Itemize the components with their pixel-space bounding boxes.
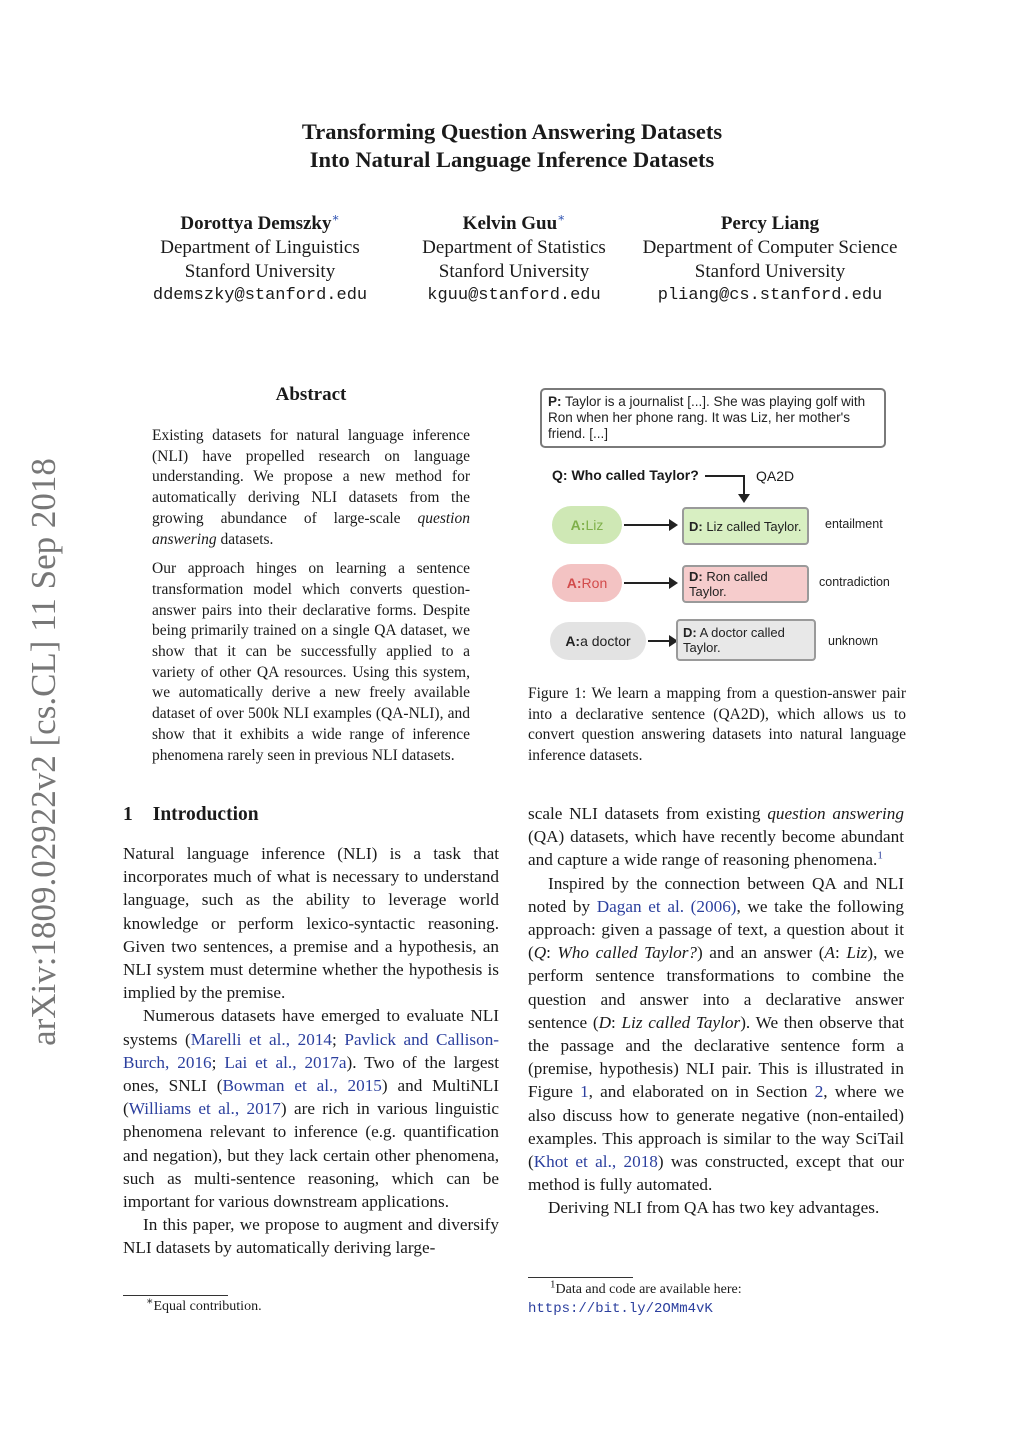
intro-paragraph-2: Numerous datasets have emerged to evaluate NLI systems (Marelli et al., 2014; Pavlick and Callison-Burch, 2016; Lai et al., 2017a). Two of the largest ones, SNLI (Bowman et al., 2015) and MultiNLI (Williams et al., 2017) are rich in various linguistic phenomena relevant to inference (e.g. quantification and negation), but they lack certain other phenomena, such as multi-sentence reasoning, which can be important for various downstream applications. [123,1006,500,1212]
author-block-3 [620,212,920,308]
left-column [123,842,499,1260]
right-paragraph-2: Inspired by the connection between QA and NLI noted by Dagan et al. (2006), we take the following approach: given a passage of text, a question about it (Q: Who called Taylor?) and an answer (A: Liz), we perform sentence transformations to combine the question and answer into a declarative answer sentence (D: Liz called Taylor). We then observe that the passage and the declarative sentence form a (premise, hypothesis) NLI pair. This is illustrated in Figure 1, and elaborated on in Section 2, where we also discuss how to generate negative (non-entailed) examples. This approach is similar to the way SciTail (Khot et al., 2018) was constructed, except that our method is fully automated. [528,873,905,1195]
author-email[interactable]: pliang@cs.stanford.edu [657,286,883,305]
citation-link[interactable]: Marelli et al., 2014 [190,1029,332,1049]
paper-title [0,118,1024,174]
footnote-rule [528,1277,633,1278]
equal-contribution-mark: ∗ [331,210,340,225]
intro-paragraph-3: In this paper, we propose to augment and diversify NLI datasets by automatically deriving large- [123,1215,499,1258]
title-line-2: Into Natural Language Inference Datasets [309,147,715,172]
answer-pill-liz: A: Liz [552,506,622,544]
author-block-2 [364,212,664,308]
qa2d-label: QA2D [756,468,795,484]
figure-caption: Figure 1: We learn a mapping from a question-answer pair into a declarative sentence (QA2D), which allows us to convert question answering datasets into natural language inference datasets. [528,685,906,765]
citation-link[interactable]: Williams et al., 2017 [128,1099,281,1119]
author-univ: Stanford University [184,261,336,282]
footnote-left: ∗Equal contribution. [146,1295,262,1314]
author-dept: Department of Linguistics [160,237,360,258]
declarative-box-liz: D: Liz called Taylor. [682,507,809,545]
figure-ref-link[interactable]: 1 [580,1082,589,1102]
author-univ: Stanford University [438,261,590,282]
arxiv-stamp: arXiv:1809.02922v2 [cs.CL] 11 Sep 2018 [24,458,63,1046]
citation-link[interactable]: Pavlick and Callison-Burch, 2016 [123,1029,500,1072]
abstract-heading: Abstract [275,384,347,405]
section-heading: 1 Introduction [123,804,259,825]
answer-pill-doctor: A: a doctor [550,622,646,660]
relation-contradiction: contradiction [819,575,890,589]
footnote-rule [123,1295,228,1296]
connector-line [743,475,745,495]
abstract-paragraph-1: Existing datasets for natural language inference (NLI) have propelled research on language understanding. We propose a new method for automatically deriving NLI datasets from the growing abundance of large-scale question answering datasets. [152,427,470,548]
connector-line [705,475,744,477]
abstract-paragraph-2: Our approach hinges on learning a sentence transformation model which converts question-answer pairs into their declarative forms. Despite being primarily trained on a single QA dataset, we show that it can be successfully applied to a variety of other QA resources. Using this system, we automatically derive a new freely available dataset of over 500k NLI examples (QA-NLI), and show that it exhibits a wide range of inference phenomena rarely seen in previous NLI datasets. [152,560,470,764]
right-paragraph-3: Deriving NLI from QA has two key advantages. [548,1198,880,1218]
arrow-right-icon [624,582,676,584]
author-name: Percy Liang [720,213,820,234]
footnote-right: $^1$Data and code are available here: [550,1278,742,1297]
arrow-right-icon [624,524,676,526]
author-dept: Department of Statistics [422,237,606,258]
passage-box: P: Taylor is a journalist [...]. She was playing golf with Ron when her phone rang. It was Liz, her mother's friend. [...] [540,388,886,448]
question-label: Q: Who called Taylor? [552,467,699,483]
citation-link[interactable]: Dagan et al. (2006) [596,896,737,916]
author-email[interactable]: ddemszky@stanford.edu [152,286,368,305]
title-line-1: Transforming Question Answering Datasets [301,119,723,144]
equal-contribution-mark: ∗ [557,210,566,225]
answer-pill-ron: A: Ron [552,564,622,602]
author-email[interactable]: kguu@stanford.edu [427,286,601,305]
section-ref-link[interactable]: 2 [814,1082,824,1102]
relation-entailment: entailment [825,517,883,531]
citation-link[interactable]: Lai et al., 2017a [224,1052,347,1072]
author-dept: Department of Computer Science [642,237,898,258]
relation-unknown: unknown [828,634,879,648]
footnote-ref[interactable]: 1 [877,849,883,862]
data-url-link[interactable]: https://bit.ly/2OMm4vK [528,1301,713,1317]
right-paragraph-1: scale NLI datasets from existing question answering (QA) datasets, which have recently become abundant and capture a wide range of reasoning phenomena.$^1$ [528,804,904,870]
intro-paragraph-1: Natural language inference (NLI) is a task that incorporates much of what is necessary to understand language, such as the ability to leverage world knowledge or perform lexico-syntactic reasoning. Given two sentences, a premise and a hypothesis, an NLI system must determine whether the hypothesis is implied by the premise. [123,844,499,1003]
declarative-box-ron: D: Ron called Taylor. [682,565,809,603]
citation-link[interactable]: Khot et al., 2018 [533,1152,658,1172]
figure-1 [528,386,908,676]
right-column [528,802,904,1220]
declarative-box-doctor: D: A doctor called Taylor. [676,619,816,661]
author-name: Dorottya Demszky∗ [180,210,340,234]
author-name: Kelvin Guu∗ [462,210,566,234]
citation-link[interactable]: Bowman et al., 2015 [222,1076,382,1096]
abstract-body [152,426,470,766]
author-univ: Stanford University [694,261,846,282]
arrow-right-icon [648,640,676,642]
arrow-down-icon [738,494,750,503]
